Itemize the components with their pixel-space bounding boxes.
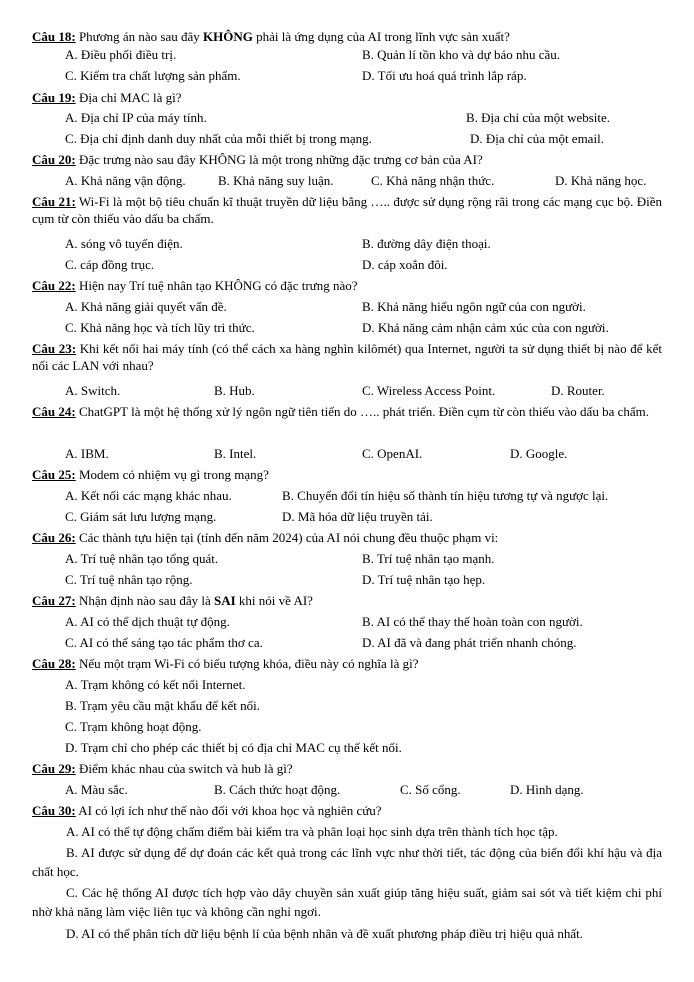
option-d[interactable]: D. Tối ưu hoá quá trình lắp ráp. <box>362 68 527 83</box>
option-a[interactable]: A. Trí tuệ nhân tạo tổng quát. <box>65 551 219 566</box>
option-d[interactable]: D. AI có thể phân tích dữ liệu bệnh lí của bệnh nhân và đề xuất phương pháp điều trị hiệu quả nhất. <box>66 926 583 941</box>
question-label: Câu 22: <box>32 278 76 293</box>
option-c[interactable]: C. Kiểm tra chất lượng sản phẩm. <box>65 68 241 83</box>
option-a[interactable]: A. Kết nối các mạng khác nhau. <box>65 488 232 503</box>
option-d[interactable]: D. cáp xoắn đôi. <box>362 257 448 272</box>
option-d[interactable]: D. Trí tuệ nhân tạo hẹp. <box>362 572 486 587</box>
question-26: Câu 26: Các thành tựu hiện tại (tính đến năm 2024) của AI nói chung đều thuộc phạm vi: <box>32 530 499 545</box>
question-22: Câu 22: Hiện nay Trí tuệ nhân tạo KHÔNG có đặc trưng nào? <box>32 278 358 293</box>
option-c[interactable]: C. Wireless Access Point. <box>362 383 496 398</box>
option-c[interactable]: C. AI có thể sáng tạo tác phẩm thơ ca. <box>65 635 263 650</box>
option-b[interactable]: B. Trí tuệ nhân tạo mạnh. <box>362 551 495 566</box>
option-a[interactable]: A. Khả năng vận động. <box>65 173 186 188</box>
question-label: Câu 20: <box>32 152 76 167</box>
option-a[interactable]: A. Switch. <box>65 383 121 398</box>
option-d[interactable]: D. Khả năng học. <box>555 173 647 188</box>
option-a[interactable]: A. AI có thể dịch thuật tự động. <box>65 614 230 629</box>
option-c[interactable]: C. Giám sát lưu lượng mạng. <box>65 509 217 524</box>
question-27: Câu 27: Nhận định nào sau đây là SAI khi nói về AI? <box>32 593 313 608</box>
option-b[interactable]: B. Intel. <box>214 446 257 461</box>
option-a[interactable]: A. Khả năng giải quyết vấn đề. <box>65 299 227 314</box>
option-d[interactable]: D. Địa chỉ của một email. <box>470 131 604 146</box>
option-b[interactable]: B. Khả năng hiểu ngôn ngữ của con người. <box>362 299 586 314</box>
question-18: Câu 18: Phương án nào sau đây KHÔNG phải là ứng dụng của AI trong lĩnh vực sản xuất? <box>32 29 510 44</box>
question-label: Câu 30: <box>32 803 76 818</box>
option-b[interactable]: B. Địa chỉ của một website. <box>466 110 611 125</box>
question-label: Câu 25: <box>32 467 76 482</box>
question-label: Câu 19: <box>32 90 76 105</box>
option-b[interactable]: B. Trạm yêu cầu mật khẩu để kết nối. <box>65 698 260 713</box>
option-d[interactable]: D. Google. <box>510 446 568 461</box>
option-c[interactable]: C. Số cổng. <box>400 782 461 797</box>
option-b[interactable]: B. Khả năng suy luận. <box>218 173 334 188</box>
option-a[interactable]: A. Điều phối điều trị. <box>65 47 177 62</box>
question-23: Câu 23: Khi kết nối hai máy tính (có thể cách xa hàng nghìn kilômét) qua Internet, người ta sử dụng thiết bị nào để kết nối các LAN với nhau? <box>32 341 662 373</box>
question-24: Câu 24: ChatGPT là một hệ thống xử lý ngôn ngữ tiên tiến do ….. phát triển. Điền cụm từ còn thiếu vào dấu ba chấm. <box>32 404 649 419</box>
option-b[interactable]: B. đường dây điện thoại. <box>362 236 491 251</box>
option-c[interactable]: C. Khả năng nhận thức. <box>371 173 495 188</box>
emphasis: SAI <box>213 593 236 608</box>
option-a[interactable]: A. Màu sắc. <box>65 782 128 797</box>
option-d[interactable]: D. Trạm chỉ cho phép các thiết bị có địa chỉ MAC cụ thể kết nối. <box>65 740 402 755</box>
option-c[interactable]: C. Khả năng học và tích lũy tri thức. <box>65 320 255 335</box>
option-a[interactable]: A. AI có thể tự động chấm điểm bài kiểm tra và phân loại học sinh dựa trên thành tích học tập. <box>66 824 558 839</box>
option-d[interactable]: D. Khả năng cảm nhận cảm xúc của con người. <box>362 320 609 335</box>
question-29: Câu 29: Điểm khác nhau của switch và hub là gì? <box>32 761 293 776</box>
question-20: Câu 20: Đặc trưng nào sau đây KHÔNG là một trong những đặc trưng cơ bản của AI? <box>32 152 483 167</box>
option-c[interactable]: C. cáp đồng trục. <box>65 257 155 272</box>
option-b[interactable]: B. Quản lí tồn kho và dự báo nhu cầu. <box>362 47 561 62</box>
option-c[interactable]: C. OpenAI. <box>362 446 423 461</box>
option-d[interactable]: D. Mã hóa dữ liệu truyền tải. <box>282 509 433 524</box>
question-28: Câu 28: Nếu một trạm Wi-Fi có biểu tượng khóa, điều này có nghĩa là gì? <box>32 656 419 671</box>
option-a[interactable]: A. IBM. <box>65 446 109 461</box>
option-c[interactable]: C. Trí tuệ nhân tạo rộng. <box>65 572 193 587</box>
option-b[interactable]: B. AI được sử dụng để dự đoán các kết quả trong các lĩnh vực như thời tiết, tác động của biến đổi khí hậu và địa chất học. <box>32 845 662 879</box>
option-d[interactable]: D. Hình dạng. <box>510 782 584 797</box>
option-b[interactable]: B. Cách thức hoạt động. <box>214 782 341 797</box>
option-a[interactable]: A. Địa chỉ IP của máy tính. <box>65 110 207 125</box>
question-label: Câu 27: <box>32 593 76 608</box>
question-label: Câu 28: <box>32 656 76 671</box>
option-d[interactable]: D. Router. <box>551 383 605 398</box>
option-c[interactable]: C. Trạm không hoạt động. <box>65 719 202 734</box>
question-label: Câu 23: <box>32 341 77 356</box>
question-label: Câu 26: <box>32 530 76 545</box>
option-c[interactable]: C. Địa chỉ định danh duy nhất của mỗi thiết bị trong mạng. <box>65 131 372 146</box>
option-b[interactable]: B. Hub. <box>214 383 255 398</box>
question-label: Câu 29: <box>32 761 76 776</box>
question-label: Câu 24: <box>32 404 76 419</box>
question-25: Câu 25: Modem có nhiệm vụ gì trong mạng? <box>32 467 269 482</box>
option-c[interactable]: C. Các hệ thống AI được tích hợp vào dây chuyền sản xuất giúp tăng hiệu suất, giảm sai sót và tiết kiệm chi phí nhờ khả năng làm việc liên tục và không cần nghỉ ngơi. <box>32 885 662 919</box>
question-19: Câu 19: Địa chỉ MAC là gì? <box>32 90 182 105</box>
question-label: Câu 21: <box>32 194 76 209</box>
option-b[interactable]: B. AI có thể thay thế hoàn toàn con người. <box>362 614 583 629</box>
question-21: Câu 21: Wi-Fi là một bộ tiêu chuẩn kĩ thuật truyền dữ liệu bằng ….. được sử dụng rộng rãi trong các mạng cục bộ. Điền cụm từ còn thiếu vào dấu ba chấm. <box>32 194 662 226</box>
option-a[interactable]: A. Trạm không có kết nối Internet. <box>65 677 246 692</box>
option-a[interactable]: A. sóng vô tuyến điện. <box>65 236 183 251</box>
question-label: Câu 18: <box>32 29 76 44</box>
option-b[interactable]: B. Chuyển đổi tín hiệu số thành tín hiệu tương tự và ngược lại. <box>282 488 609 503</box>
question-30: Câu 30: AI có lợi ích như thế nào đối với khoa học và nghiên cứu? <box>32 803 382 818</box>
option-d[interactable]: D. AI đã và đang phát triển nhanh chóng. <box>362 635 577 650</box>
emphasis: KHÔNG <box>203 29 253 44</box>
